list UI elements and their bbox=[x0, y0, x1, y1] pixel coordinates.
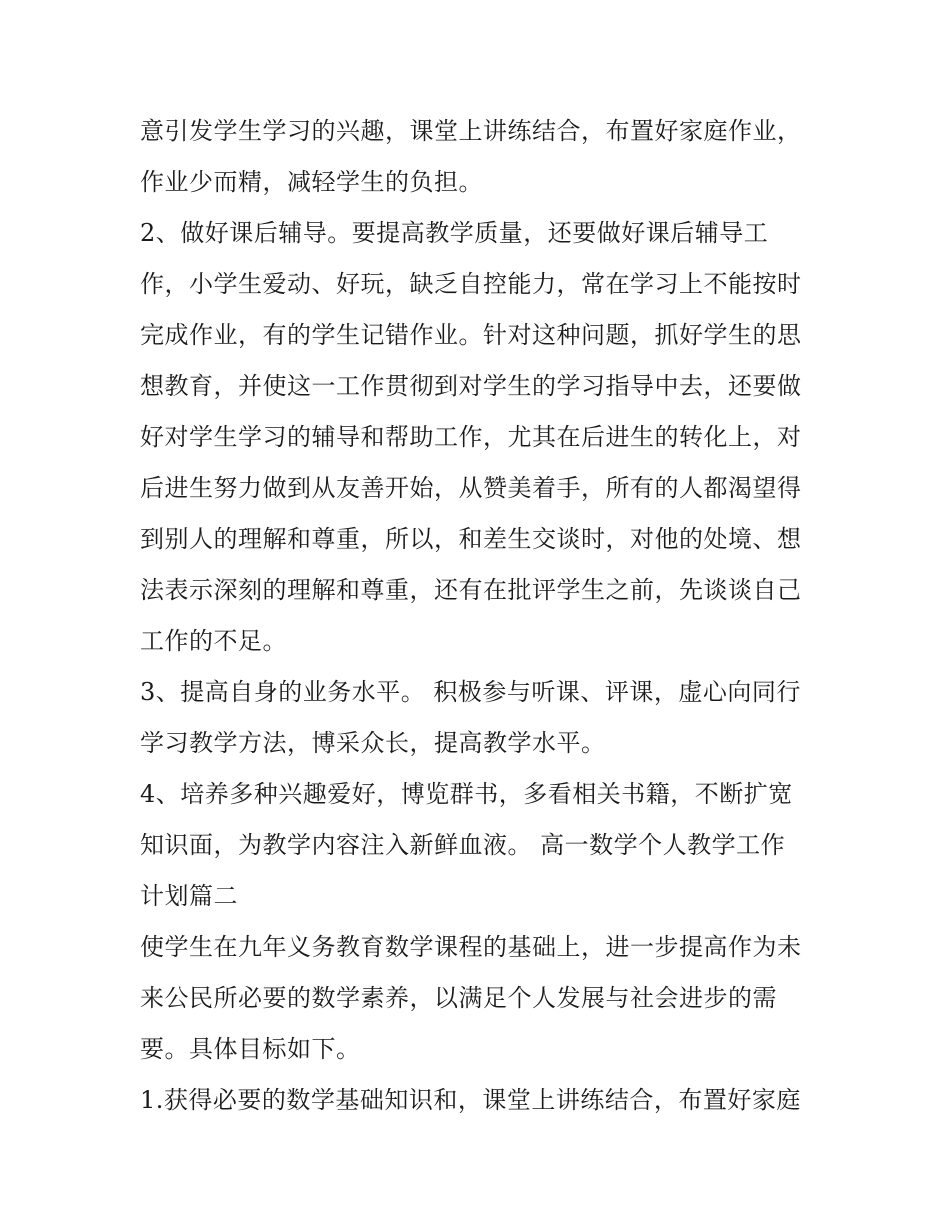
text-line: 来公民所必要的数学素养，以满足个人发展与社会进步的需 bbox=[140, 984, 777, 1012]
text-line: 好对学生学习的辅导和帮助工作，尤其在后进生的转化上，对 bbox=[140, 423, 802, 451]
text-line: 工作的不足。 bbox=[140, 627, 287, 655]
text-line: 作业少而精，减轻学生的负担。 bbox=[140, 168, 483, 196]
text-line: 学习教学方法，博采众长，提高教学水平。 bbox=[140, 729, 606, 757]
text-line: 到别人的理解和尊重，所以，和差生交谈时，对他的处境、想 bbox=[140, 525, 802, 553]
text-line: 1.获得必要的数学基础知识和，课堂上讲练结合，布置好家庭 bbox=[140, 1086, 801, 1114]
text-line: 想教育，并使这一工作贯彻到对学生的学习指导中去，还要做 bbox=[140, 372, 802, 400]
section-heading-line: 计划篇二 bbox=[140, 882, 238, 910]
text-line: 4、培养多种兴趣爱好，博览群书，多看相关书籍，不断扩宽 bbox=[140, 780, 793, 808]
text-line: 意引发学生学习的兴趣，课堂上讲练结合，布置好家庭作业， bbox=[140, 117, 802, 145]
text-line: 作，小学生爱动、好玩，缺乏自控能力，常在学习上不能按时 bbox=[140, 270, 802, 298]
text-line: 法表示深刻的理解和尊重，还有在批评学生之前，先谈谈自己 bbox=[140, 576, 802, 604]
text-line: 要。具体目标如下。 bbox=[140, 1035, 361, 1063]
text-line: 3、提高自身的业务水平。 积极参与听课、评课，虚心向同行 bbox=[140, 678, 801, 706]
document-body bbox=[140, 106, 820, 1126]
text-line: 2、做好课后辅导。要提高教学质量，还要做好课后辅导工 bbox=[140, 219, 769, 247]
text-line: 知识面，为教学内容注入新鲜血液。 高一数学个人教学工作 bbox=[140, 831, 786, 859]
text-line: 使学生在九年义务教育数学课程的基础上，进一步提高作为未 bbox=[140, 933, 802, 961]
text-line: 后进生努力做到从友善开始，从赞美着手，所有的人都渴望得 bbox=[140, 474, 802, 502]
text-line: 完成作业，有的学生记错作业。针对这种问题，抓好学生的思 bbox=[140, 321, 802, 349]
